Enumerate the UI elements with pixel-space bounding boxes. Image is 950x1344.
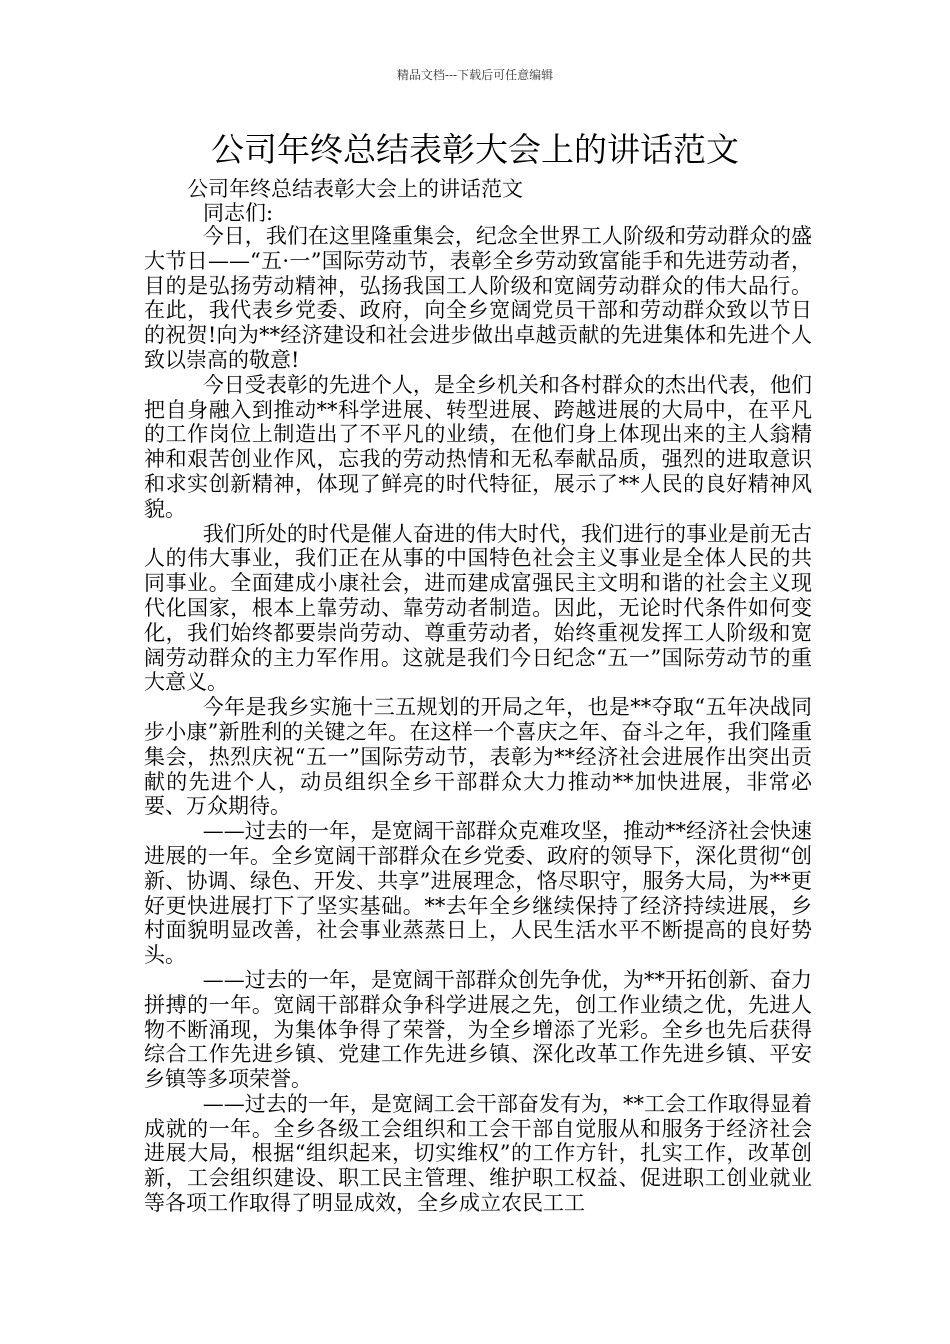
paragraph: 我们所处的时代是催人奋进的伟大时代，我们进行的事业是前无古人的伟大事业，我们正在从事的中国特色社会主义事业是全体人民的共同事业。全面建成小康社会，进而建成富强民主文明和谐的社会主义现代化国家，根本上靠劳动、靠劳动者制造。因此，无论时代条件如何变化，我们始终都要崇尚劳动、尊重劳动者，始终重视发挥工人阶级和宽阔劳动群众的主力军作用。这就是我们今日纪念“五一”国际劳动节的重大意义。	[144, 521, 812, 695]
paragraph: 今年是我乡实施十三五规划的开局之年，也是**夺取“五年决战同步小康”新胜利的关键之年。在这样一个喜庆之年、奋斗之年，我们隆重集会，热烈庆祝“五一”国际劳动节，表彰为**经济社会进展作出突出贡献的先进个人，动员组织全乡干部群众大力推动**加快进展，非常必要、万众期待。	[144, 695, 812, 819]
paragraph: 今日，我们在这里隆重集会，纪念全世界工人阶级和劳动群众的盛大节日——“五·一”国际劳动节，表彰全乡劳动致富能手和先进劳动者，目的是弘扬劳动精神，弘扬我国工人阶级和宽阔劳动群众的伟大品行。在此，我代表乡党委、政府，向全乡宽阔党员干部和劳动群众致以节日的祝贺!向为**经济建设和社会进步做出卓越贡献的先进集体和先进个人致以崇高的敬意!	[144, 224, 812, 372]
salutation: 同志们:	[203, 201, 274, 225]
paragraph: ——过去的一年，是宽阔工会干部奋发有为，**工会工作取得显着成就的一年。全乡各级工会组织和工会干部自觉服从和服务于经济社会进展大局，根据“组织起来，切实维权”的工作方针，扎实工作，改革创新，工会组织建设、职工民主管理、维护职工权益、促进职工创业就业等各项工作取得了明显成效，全乡成立农民工工	[144, 1091, 812, 1216]
paragraph: ——过去的一年，是宽阔干部群众克难攻坚，推动**经济社会快速进展的一年。全乡宽阔干部群众在乡党委、政府的领导下，深化贯彻“创新、协调、绿色、开发、共享”进展理念，恪尽职守，服务大局，为**更好更快进展打下了坚实基础。**去年全乡继续保持了经济持续进展，乡村面貌明显改善，社会事业蒸蒸日上，人民生活水平不断提高的良好势头。	[144, 819, 812, 968]
document-title: 公司年终总结表彰大会上的讲话范文	[211, 130, 739, 169]
paragraph: ——过去的一年，是宽阔干部群众创先争优，为**开拓创新、奋力拼搏的一年。宽阔干部群众争科学进展之先，创工作业绩之优，先进人物不断涌现，为集体争得了荣誉，为全乡增添了光彩。全乡也先后获得综合工作先进乡镇、党建工作先进乡镇、深化改革工作先进乡镇、平安乡镇等多项荣誉。	[144, 967, 812, 1092]
document-body	[144, 224, 812, 1216]
page-header: 精品文档---下载后可任意编辑	[396, 68, 554, 82]
paragraph: 今日受表彰的先进个人，是全乡机关和各村群众的杰出代表，他们把自身融入到推动**科学进展、转型进展、跨越进展的大局中，在平凡的工作岗位上制造出了不平凡的业绩，在他们身上体现出来的主人翁精神和艰苦创业作风，忘我的劳动热情和无私奉献品质，强烈的进取意识和求实创新精神，体现了鲜亮的时代特征，展示了**人民的良好精神风貌。	[144, 372, 812, 521]
document-subtitle: 公司年终总结表彰大会上的讲话范文	[187, 177, 523, 201]
